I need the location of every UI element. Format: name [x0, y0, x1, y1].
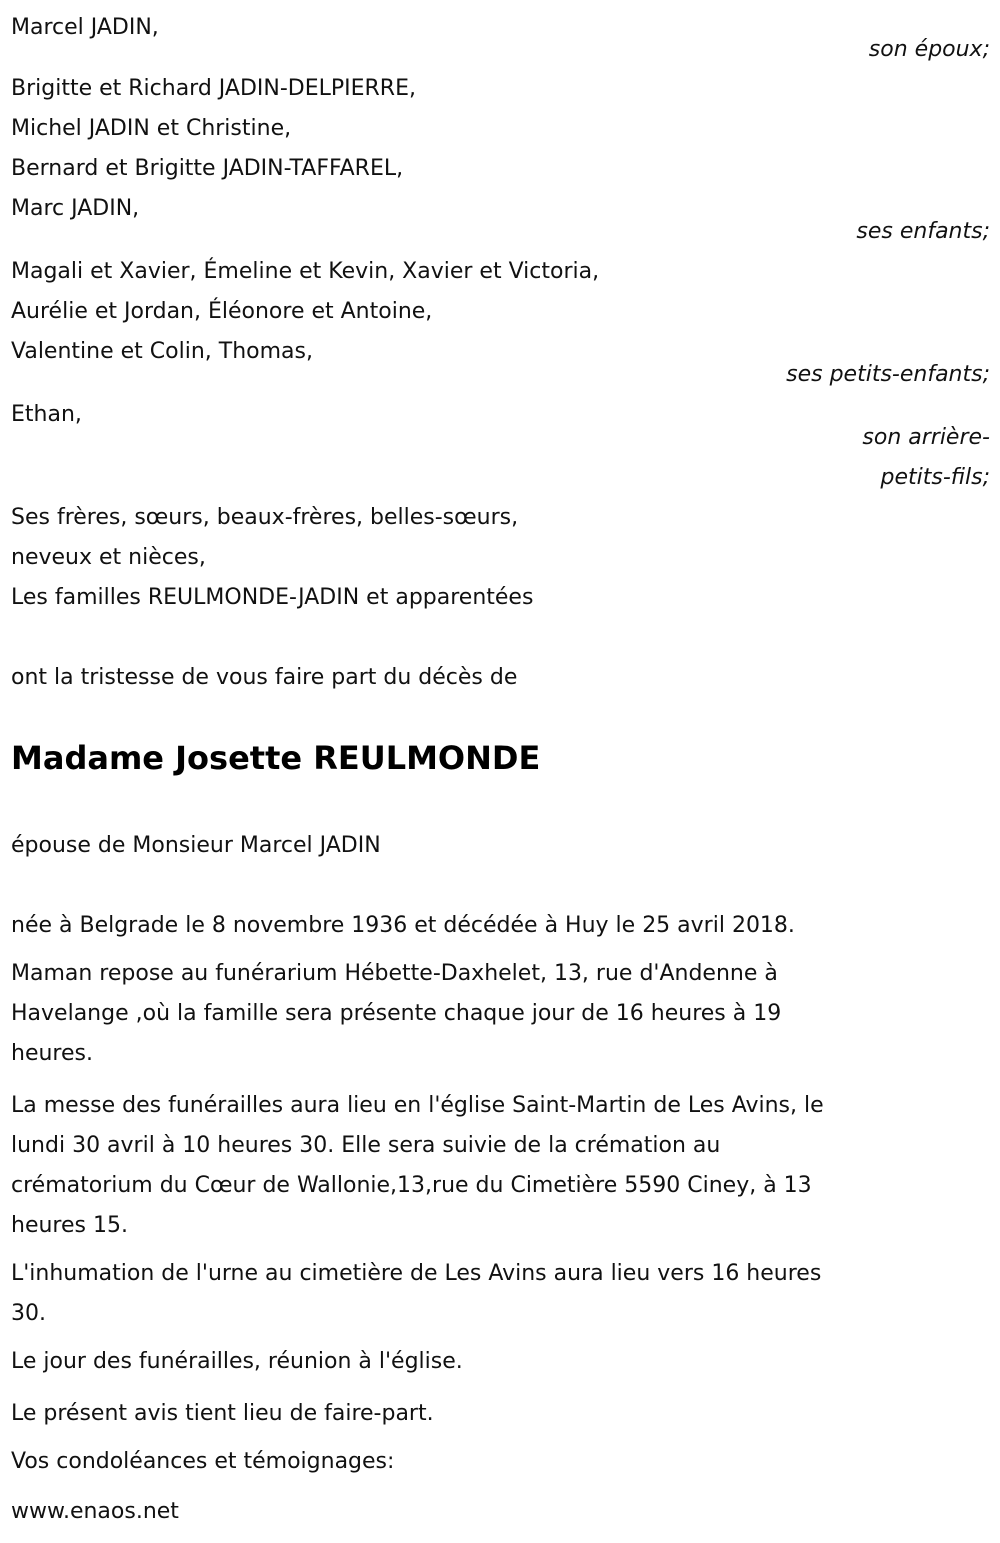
child-line: Michel JADIN et Christine,	[11, 116, 292, 141]
condolences: Vos condoléances et témoignages:	[11, 1449, 395, 1474]
grandchildren-role: ses petits-enfants;	[786, 362, 990, 387]
burial-line: L'inhumation de l'urne au cimetière de Les Avins aura lieu vers 16 heures	[11, 1261, 822, 1286]
grandchildren-line: Magali et Xavier, Émeline et Kevin, Xavier et Victoria,	[11, 259, 600, 284]
mass-line: La messe des funérailles aura lieu en l'église Saint-Martin de Les Avins, le	[11, 1093, 824, 1118]
mass-line: lundi 30 avril à 10 heures 30. Elle sera suivie de la crémation au	[11, 1133, 721, 1158]
child-line: Bernard et Brigitte JADIN-TAFFAREL,	[11, 156, 404, 181]
spouse-of: épouse de Monsieur Marcel JADIN	[11, 833, 381, 858]
spouse-role: son époux;	[868, 37, 990, 62]
grandchildren-line: Aurélie et Jordan, Éléonore et Antoine,	[11, 299, 433, 324]
announcement: ont la tristesse de vous faire part du décès de	[11, 665, 518, 690]
mass-line: crématorium du Cœur de Wallonie,13,rue du Cimetière 5590 Ciney, à 13	[11, 1173, 812, 1198]
birth-death: née à Belgrade le 8 novembre 1936 et décédée à Huy le 25 avril 2018.	[11, 913, 795, 938]
website-link[interactable]: www.enaos.net	[11, 1499, 179, 1524]
others-line: Ses frères, sœurs, beaux-frères, belles-sœurs,	[11, 505, 519, 530]
meeting: Le jour des funérailles, réunion à l'église.	[11, 1349, 463, 1374]
funerarium-line: Havelange ,où la famille sera présente chaque jour de 16 heures à 19	[11, 1001, 782, 1026]
spouse-name: Marcel JADIN,	[11, 15, 159, 40]
funerarium-line: Maman repose au funérarium Hébette-Daxhelet, 13, rue d'Andenne à	[11, 961, 778, 986]
mass-line: heures 15.	[11, 1213, 128, 1238]
great-grandchild: Ethan,	[11, 402, 82, 427]
funerarium-line: heures.	[11, 1041, 93, 1066]
great-grandchild-role: petits-fils;	[880, 465, 990, 490]
child-line: Brigitte et Richard JADIN-DELPIERRE,	[11, 76, 416, 101]
others-line: Les familles REULMONDE-JADIN et apparentées	[11, 585, 534, 610]
notice: Le présent avis tient lieu de faire-part.	[11, 1401, 434, 1426]
great-grandchild-role: son arrière-	[862, 425, 990, 450]
child-line: Marc JADIN,	[11, 196, 140, 221]
burial-line: 30.	[11, 1301, 46, 1326]
deceased-name: Madame Josette REULMONDE	[11, 739, 541, 777]
others-line: neveux et nièces,	[11, 545, 206, 570]
children-role: ses enfants;	[856, 219, 990, 244]
grandchildren-line: Valentine et Colin, Thomas,	[11, 339, 313, 364]
